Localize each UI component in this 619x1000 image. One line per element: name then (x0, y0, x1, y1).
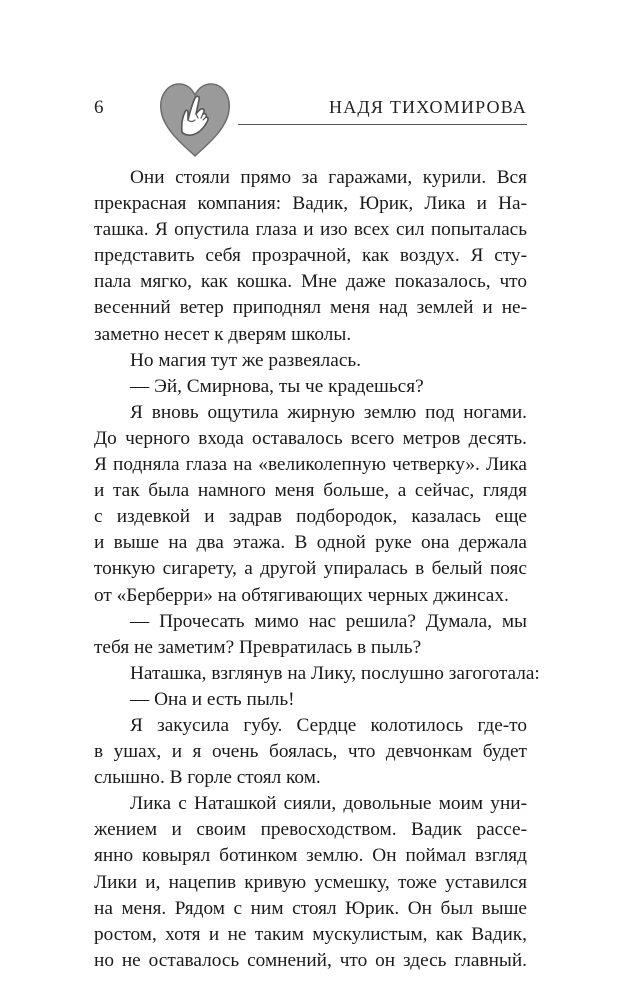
running-head-author: НАДЯ ТИХОМИРОВА (329, 97, 527, 117)
text-line: ростом, хотя и не таким мускулистым, как Вадик, (94, 923, 527, 945)
heart-hand-icon (157, 78, 233, 160)
page-number: 6 (94, 97, 104, 118)
body-text (94, 165, 540, 974)
text-line: Я подняла глаза на «великолепную четверку». Лика (94, 454, 527, 476)
text-line: Наташка, взглянув на Лику, послушно загоготала: (130, 662, 540, 684)
text-line: тонкую сигарету, а другой упиралась в белый пояс (94, 558, 527, 580)
text-line: ташка. Я опустила глаза и изо всех сил попыталась (94, 219, 527, 241)
text-line: Я вновь ощутила жирную землю под ногами. (130, 401, 527, 423)
text-line: прекрасная компания: Вадик, Юрик, Лика и На- (94, 193, 527, 215)
header-rule (238, 124, 527, 125)
text-line: — Она и есть пыль! (130, 688, 295, 710)
text-line: от «Берберри» на обтягивающих черных джинсах. (94, 584, 509, 606)
text-line: и выше на два этажа. В одной руке она держала (94, 532, 527, 554)
text-line: До черного входа оставалось всего метров десять. (94, 427, 527, 449)
text-line: — Прочесать мимо нас решила? Думала, мы (130, 610, 527, 632)
text-line: тебя не заметим? Превратилась в пыль? (94, 636, 422, 658)
text-line: Но магия тут же развеялась. (130, 349, 362, 371)
text-line: Лика с Наташкой сияли, довольные моим уни- (130, 793, 527, 815)
text-line: представить себя прозрачной, как воздух. Я сту- (94, 245, 527, 267)
text-line: Лики и, нацепив кривую усмешку, тоже уставился (94, 871, 527, 893)
text-line: с издевкой и задрав подбородок, казалась еще (94, 506, 527, 528)
text-line: слышно. В горле стоял ком. (94, 767, 321, 789)
text-line: но не оставалось сомнений, что он здесь главный. (94, 949, 527, 971)
text-line: янно ковырял ботинком землю. Он поймал взгляд (94, 845, 527, 867)
text-line: в ушах, и я очень боялась, что девчонкам будет (94, 741, 527, 763)
text-line: и так была намного меня больше, а сейчас, глядя (94, 480, 527, 502)
text-line: жением и своим превосходством. Вадик рассе- (94, 819, 527, 841)
text-line: весенний ветер приподнял меня над землей и не- (94, 297, 527, 319)
text-line: Я закусила губу. Сердце колотилось где-то (130, 714, 527, 736)
text-line: пала мягко, как кошка. Мне даже показалось, что (94, 271, 527, 293)
text-line: заметно несет к дверям школы. (94, 323, 352, 345)
text-line: Они стояли прямо за гаражами, курили. Вся (130, 167, 527, 188)
text-line: на меня. Рядом с ним стоял Юрик. Он был выше (94, 897, 527, 919)
text-line: — Эй, Смирнова, ты че крадешься? (130, 375, 424, 397)
